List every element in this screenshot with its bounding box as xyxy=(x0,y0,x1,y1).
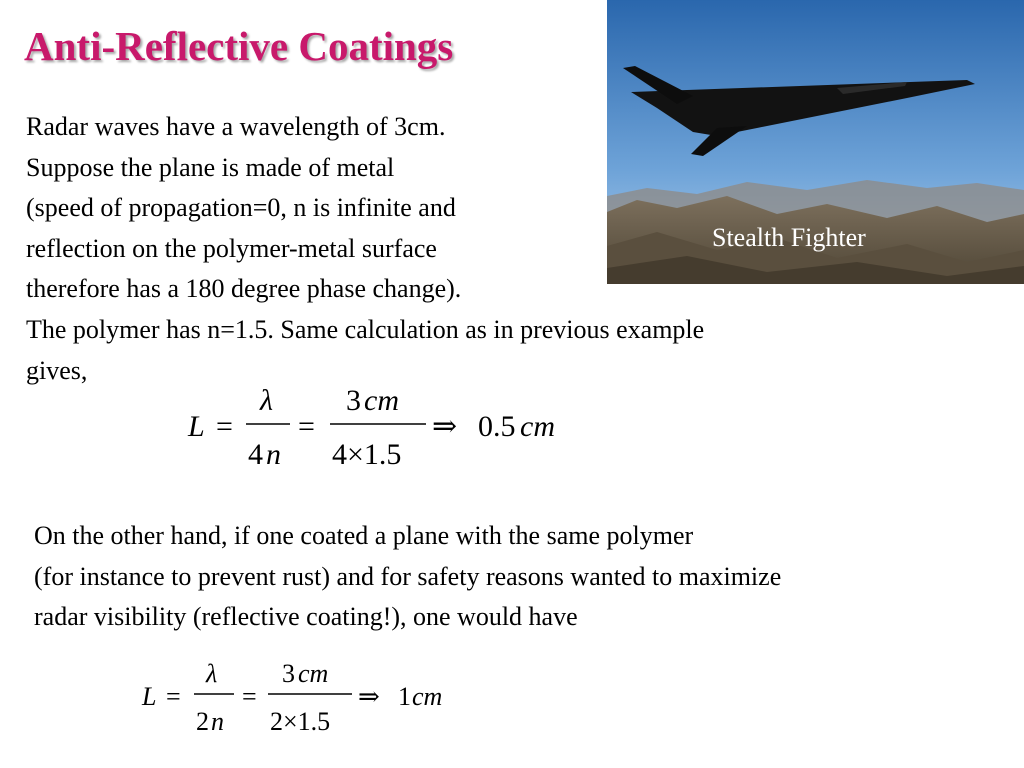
eq1-equals: = xyxy=(216,410,233,443)
eq1-result-unit: cm xyxy=(520,410,555,443)
photo-caption: Stealth Fighter xyxy=(712,223,866,252)
second-paragraph xyxy=(34,516,781,638)
eq2-den-variable: n xyxy=(211,707,224,736)
eq2-implies: ⇒ xyxy=(358,682,380,711)
eq1-den-number: 4 xyxy=(248,438,263,471)
intro-paragraph xyxy=(26,107,704,391)
eq2-lambda: λ xyxy=(206,659,218,688)
eq2-num-unit: cm xyxy=(298,659,329,688)
equation-one xyxy=(180,380,580,475)
eq2-den-number: 2 xyxy=(196,707,209,736)
eq2-num-number: 3 xyxy=(282,659,295,688)
intro-line: therefore has a 180 degree phase change). xyxy=(26,274,462,304)
intro-line: reflection on the polymer-metal surface xyxy=(26,233,437,263)
eq2-equals: = xyxy=(166,682,181,711)
eq2-result-unit: cm xyxy=(412,682,443,711)
eq1-result-number: 0.5 xyxy=(478,410,516,443)
equation-two xyxy=(136,655,466,740)
eq1-equals: = xyxy=(298,410,315,443)
eq1-den-variable: n xyxy=(266,438,281,471)
intro-line: (speed of propagation=0, n is infinite and xyxy=(26,193,456,223)
eq2-result-number: 1 xyxy=(398,682,411,711)
intro-line: gives, xyxy=(26,355,88,385)
eq1-lambda: λ xyxy=(260,384,273,417)
second-line: (for instance to prevent rust) and for safety reasons wanted to maximize xyxy=(34,561,782,591)
intro-line: The polymer has n=1.5. Same calculation as in previous example xyxy=(26,314,705,344)
eq1-denominator: 4×1.5 xyxy=(332,438,402,471)
slide-title: Anti-Reflective Coatings xyxy=(24,23,454,69)
second-line: radar visibility (reflective coating!), one would have xyxy=(34,602,578,632)
eq2-lhs: L xyxy=(142,682,157,711)
eq1-num-number: 3 xyxy=(346,384,361,417)
intro-line: Suppose the plane is made of metal xyxy=(26,152,395,182)
eq2-equals: = xyxy=(242,682,257,711)
second-line: On the other hand, if one coated a plane with the same polymer xyxy=(34,521,694,550)
eq1-lhs: L xyxy=(188,410,205,443)
eq1-num-unit: cm xyxy=(364,384,399,417)
eq2-denominator: 2×1.5 xyxy=(270,707,331,736)
eq1-implies: ⇒ xyxy=(432,410,458,443)
intro-line: Radar waves have a wavelength of 3cm. xyxy=(26,112,446,141)
